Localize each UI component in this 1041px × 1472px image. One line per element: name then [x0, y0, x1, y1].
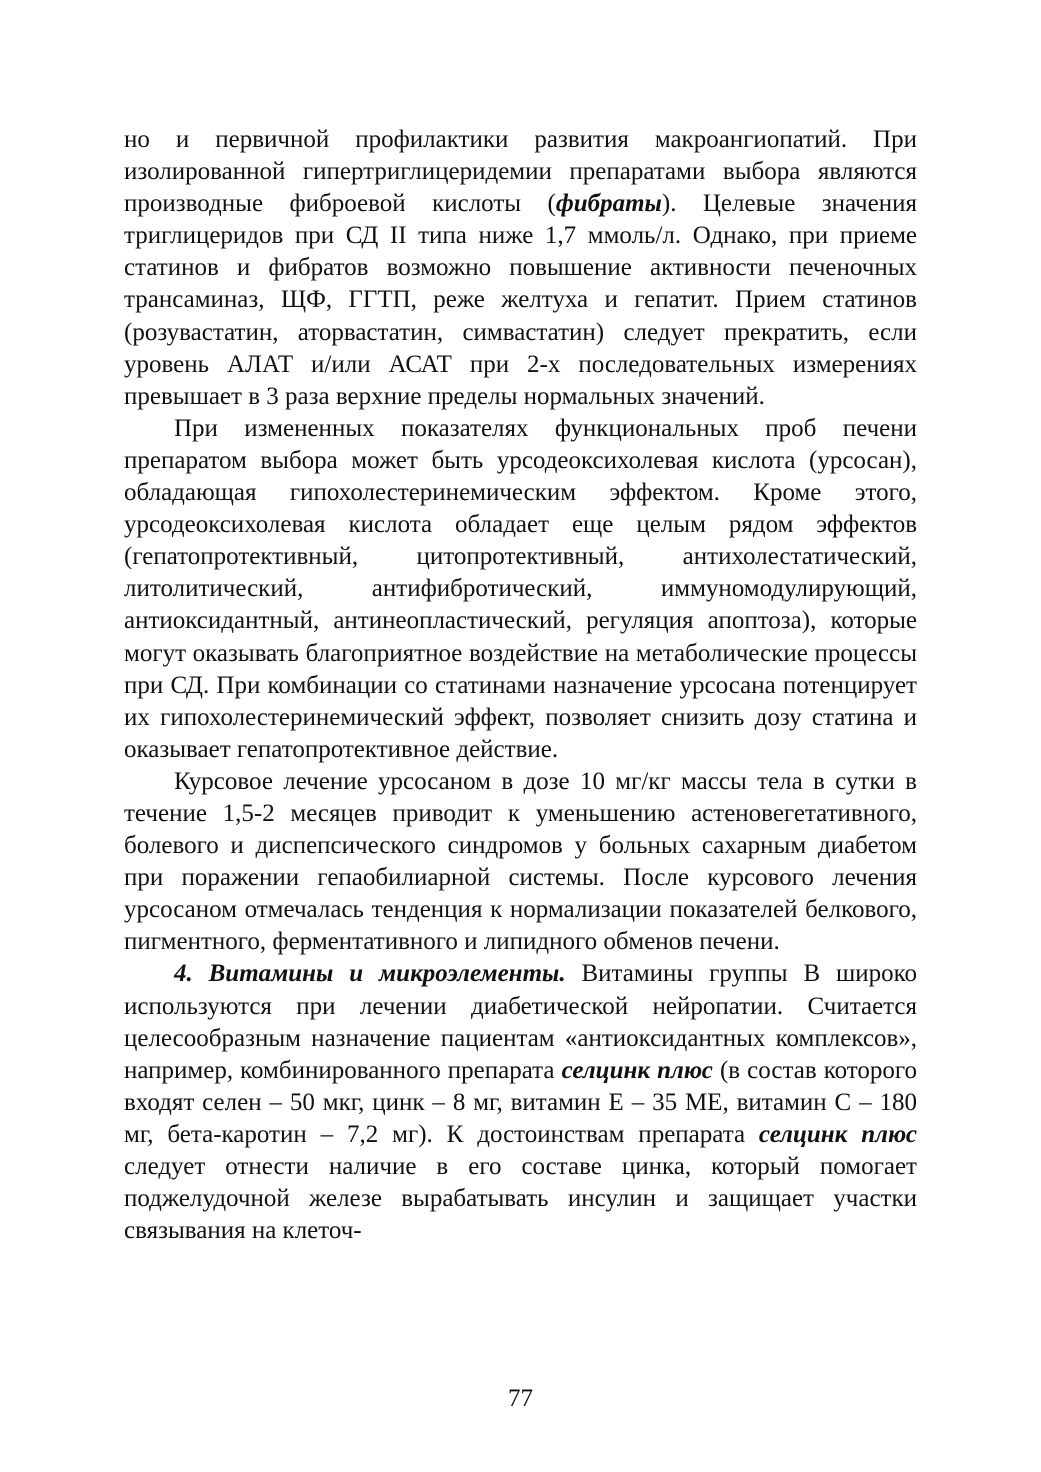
section-heading-vitamins: 4. Витамины и микроэлементы. [174, 960, 566, 988]
paragraph-1-text-1: но и первичной профилактики развития макроангиопатий. При изолированной гипертриглицеридемии препаратами выбора являются производные фиброевой кислоты ( [124, 126, 917, 218]
paragraph-4 [124, 958, 917, 1247]
paragraph-2-text: При измененных показателях функциональных проб печени препаратом выбора может быть урсодеоксихолевая кислота (урсосан), обладающая гипохолестеринемическим эффектом. Кроме этого, урсодеоксихолевая кислота обладает еще целым рядом эффектов (гепатопротективный, цитопротективный, антихолестатический, литолитический, антифибротический, иммуномодулирующий, антиоксидантный, антинеопластический, регуляция апоптоза), которые могут оказывать благоприятное воздействие на метаболические процессы при СД. При комбинации со статинами назначение урсосана потенцирует их гипохолестеринемический эффект, позволяет снизить дозу статина и оказывает гепатопротективное действие. [124, 414, 917, 763]
paragraph-4-text-3: следует отнести наличие в его составе цинка, который помогает поджелудочной железе вырабатывать инсулин и защищает участки связывания на клеточ- [124, 1153, 917, 1245]
paragraph-4-text-2: (в состав которого входят селен – 50 мкг, цинк – 8 мг, витамин Е – 35 МЕ, витамин С – 180 мг, бета-каротин – 7,2 мг). К достоинствам препарата [124, 1056, 917, 1148]
paragraph-1-text-2: ). Целевые значения триглицеридов при СД II типа ниже 1,7 ммоль/л. Однако, при приеме статинов и фибратов возможно повышение активности печеночных трансаминаз, ЩФ, ГГТП, реже желтуха и гепатит. Прием статинов (розувастатин, аторвастатин, симвастатин) следует прекратить, если уровень АЛАТ и/или АСАТ при 2-х последовательных измерениях превышает в 3 раза верхние пределы нормальных значений. [124, 190, 917, 410]
page-body [124, 124, 917, 1247]
paragraph-4-text-1: Витамины группы В широко используются при лечении диабетической нейропатии. Считается целесообразным назначение пациентам «антиоксидантных комплексов», например, комбинированного препарата [124, 960, 917, 1084]
paragraph-3 [124, 766, 917, 959]
term-selzink-plus-2: селцинк плюс [758, 1120, 917, 1148]
paragraph-2 [124, 413, 917, 766]
term-selzink-plus-1: селцинк плюс [561, 1056, 713, 1084]
page-number: 77 [508, 1385, 533, 1412]
term-fibrates: фибраты [555, 190, 662, 218]
paragraph-1 [124, 124, 917, 413]
paragraph-3-text: Курсовое лечение урсосаном в дозе 10 мг/кг массы тела в сутки в течение 1,5-2 месяцев приводит к уменьшению астеновегетативного, болевого и диспепсического синдромов у больных сахарным диабетом при поражении гепаобилиарной системы. После курсового лечения урсосаном отмечалась тенденция к нормализации показателей белкового, пигментного, ферментативного и липидного обменов печени. [124, 767, 917, 956]
